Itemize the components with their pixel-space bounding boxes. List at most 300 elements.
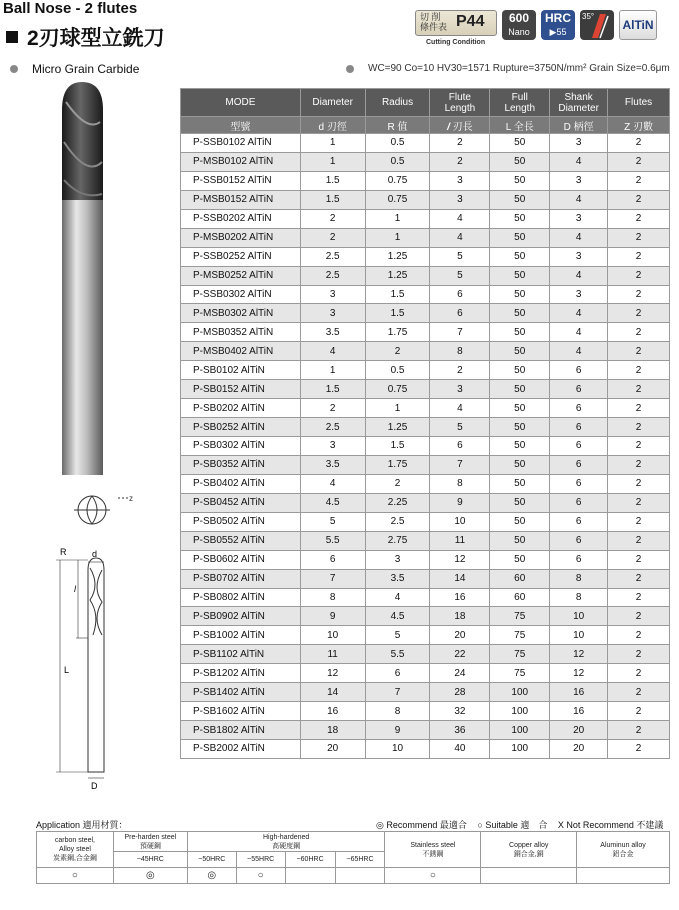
col-header: Diameter bbox=[300, 89, 365, 117]
nano-grain-badge bbox=[502, 10, 536, 40]
table-cell: 16 bbox=[430, 588, 490, 607]
table-cell: 2 bbox=[608, 683, 670, 702]
table-row bbox=[181, 607, 670, 626]
app-sub-hrc: ~65HRC bbox=[335, 852, 385, 868]
table-cell: 1.5 bbox=[365, 437, 430, 456]
table-cell: 2 bbox=[608, 437, 670, 456]
table-cell: 50 bbox=[490, 380, 550, 399]
table-cell: 100 bbox=[490, 740, 550, 759]
table-row bbox=[181, 455, 670, 474]
helix-angle-badge bbox=[580, 10, 614, 40]
table-cell: 6 bbox=[550, 361, 608, 380]
table-cell: 7 bbox=[430, 455, 490, 474]
table-cell: 50 bbox=[490, 304, 550, 323]
table-row bbox=[181, 190, 670, 209]
nano-badge-top: 600 bbox=[508, 11, 530, 25]
table-cell: 6 bbox=[550, 493, 608, 512]
table-cell: 1 bbox=[365, 399, 430, 418]
table-cell: 75 bbox=[490, 626, 550, 645]
table-row bbox=[181, 247, 670, 266]
model-cell: P-SB0902 AlTiN bbox=[181, 607, 301, 626]
table-cell: 5 bbox=[430, 418, 490, 437]
table-cell: 1 bbox=[365, 228, 430, 247]
table-cell: 75 bbox=[490, 664, 550, 683]
table-row bbox=[181, 228, 670, 247]
table-cell: 12 bbox=[550, 664, 608, 683]
app-col-aluminum: Aluminun alloy 鋁合金 bbox=[577, 832, 670, 868]
app-sub-hrc: ~60HRC bbox=[285, 852, 335, 868]
model-cell: P-SB1102 AlTiN bbox=[181, 645, 301, 664]
legend-suitable: ○ Suitable 適 合 bbox=[477, 820, 548, 830]
table-cell: 1.5 bbox=[300, 190, 365, 209]
table-row bbox=[181, 380, 670, 399]
table-cell: 2 bbox=[608, 721, 670, 740]
table-cell: 20 bbox=[430, 626, 490, 645]
table-cell: 0.5 bbox=[365, 134, 430, 153]
table-cell: 60 bbox=[490, 588, 550, 607]
table-row bbox=[181, 342, 670, 361]
model-cell: P-SB0452 AlTiN bbox=[181, 493, 301, 512]
model-cell: P-SB0152 AlTiN bbox=[181, 380, 301, 399]
table-row bbox=[181, 721, 670, 740]
table-cell: 9 bbox=[365, 721, 430, 740]
legend-not-recommend: X Not Recommend 不建議 bbox=[557, 820, 664, 830]
label-l: l bbox=[74, 584, 76, 594]
table-cell: 50 bbox=[490, 399, 550, 418]
material-line bbox=[10, 62, 139, 76]
model-cell: P-SB0352 AlTiN bbox=[181, 455, 301, 474]
tool-photo bbox=[52, 82, 112, 477]
table-cell: 1.25 bbox=[365, 418, 430, 437]
table-cell: 8 bbox=[365, 702, 430, 721]
table-cell: 2 bbox=[608, 209, 670, 228]
col-header: Radius bbox=[365, 89, 430, 117]
table-cell: 2.25 bbox=[365, 493, 430, 512]
table-cell: 9 bbox=[300, 607, 365, 626]
model-cell: P-SSB0252 AlTiN bbox=[181, 247, 301, 266]
table-cell: 20 bbox=[300, 740, 365, 759]
table-cell: 20 bbox=[550, 721, 608, 740]
table-cell: 2 bbox=[608, 512, 670, 531]
header-row-zh bbox=[181, 117, 670, 134]
app-sub-hrc: ~55HRC bbox=[236, 852, 285, 868]
model-cell: P-SB0302 AlTiN bbox=[181, 437, 301, 456]
table-cell: 6 bbox=[365, 664, 430, 683]
model-cell: P-SSB0302 AlTiN bbox=[181, 285, 301, 304]
table-cell: 60 bbox=[490, 569, 550, 588]
col-header: MODE bbox=[181, 89, 301, 117]
table-cell: 50 bbox=[490, 550, 550, 569]
table-cell: 4 bbox=[550, 266, 608, 285]
table-cell: 50 bbox=[490, 323, 550, 342]
table-cell: 4 bbox=[430, 209, 490, 228]
table-cell: 5 bbox=[430, 266, 490, 285]
table-cell: 6 bbox=[550, 531, 608, 550]
table-row bbox=[181, 418, 670, 437]
table-cell: 50 bbox=[490, 228, 550, 247]
table-row bbox=[181, 209, 670, 228]
table-cell: 2 bbox=[608, 304, 670, 323]
table-cell: 1.5 bbox=[365, 304, 430, 323]
table-cell: 12 bbox=[430, 550, 490, 569]
app-symbol bbox=[335, 868, 385, 884]
col-header-zh bbox=[430, 117, 490, 134]
table-cell: 4 bbox=[300, 474, 365, 493]
table-cell: 50 bbox=[490, 361, 550, 380]
table-cell: 0.75 bbox=[365, 190, 430, 209]
model-cell: P-SB0602 AlTiN bbox=[181, 550, 301, 569]
table-cell: 6 bbox=[550, 380, 608, 399]
table-cell: 10 bbox=[365, 740, 430, 759]
table-row bbox=[181, 152, 670, 171]
hrc-badge-bottom: ▶55 bbox=[549, 27, 567, 37]
table-row bbox=[181, 323, 670, 342]
table-cell: 0.75 bbox=[365, 380, 430, 399]
table-cell: 6 bbox=[430, 437, 490, 456]
model-cell: P-MSB0202 AlTiN bbox=[181, 228, 301, 247]
table-cell: 1 bbox=[365, 209, 430, 228]
table-cell: 2 bbox=[365, 474, 430, 493]
table-cell: 2 bbox=[608, 399, 670, 418]
table-cell: 2 bbox=[608, 740, 670, 759]
table-cell: 2 bbox=[608, 323, 670, 342]
table-cell: 100 bbox=[490, 721, 550, 740]
title-zh bbox=[6, 22, 165, 52]
table-cell: 2 bbox=[300, 399, 365, 418]
table-cell: 2 bbox=[608, 285, 670, 304]
table-cell: 16 bbox=[550, 683, 608, 702]
table-cell: 22 bbox=[430, 645, 490, 664]
table-cell: 2 bbox=[608, 380, 670, 399]
table-cell: 1.5 bbox=[300, 380, 365, 399]
table-cell: 3 bbox=[550, 171, 608, 190]
table-cell: 4 bbox=[300, 342, 365, 361]
model-cell: P-SB0252 AlTiN bbox=[181, 418, 301, 437]
title-zh-text: 2刃球型立銑刀 bbox=[27, 27, 165, 50]
app-col-carbon: carbon steel, Alloy steel 炭素鋼,合金鋼 bbox=[37, 832, 114, 868]
model-cell: P-SB0552 AlTiN bbox=[181, 531, 301, 550]
cutting-condition-zh: 切 削 條件表 bbox=[420, 12, 448, 32]
table-cell: 3 bbox=[550, 209, 608, 228]
model-cell: P-MSB0102 AlTiN bbox=[181, 152, 301, 171]
model-cell: P-SB0702 AlTiN bbox=[181, 569, 301, 588]
table-cell: 6 bbox=[300, 550, 365, 569]
table-cell: 2.75 bbox=[365, 531, 430, 550]
table-cell: 2 bbox=[608, 455, 670, 474]
table-cell: 1 bbox=[300, 134, 365, 153]
table-cell: 4.5 bbox=[365, 607, 430, 626]
table-cell: 2 bbox=[608, 418, 670, 437]
table-cell: 28 bbox=[430, 683, 490, 702]
application-label: Application 適用材質： bbox=[36, 820, 128, 830]
material-text: Micro Grain Carbide bbox=[32, 62, 140, 76]
table-cell: 2 bbox=[608, 266, 670, 285]
table-cell: 10 bbox=[300, 626, 365, 645]
table-row bbox=[181, 664, 670, 683]
bullet-icon bbox=[346, 65, 354, 73]
cutting-condition-badge[interactable] bbox=[415, 10, 497, 46]
table-cell: 1.75 bbox=[365, 455, 430, 474]
model-cell: P-MSB0402 AlTiN bbox=[181, 342, 301, 361]
table-cell: 4 bbox=[550, 323, 608, 342]
table-cell: 2 bbox=[608, 493, 670, 512]
model-cell: P-SB0202 AlTiN bbox=[181, 399, 301, 418]
table-cell: 2 bbox=[300, 209, 365, 228]
square-bullet-icon bbox=[6, 31, 18, 43]
table-cell: 2 bbox=[608, 626, 670, 645]
side-view-drawing bbox=[48, 540, 128, 795]
table-cell: 4 bbox=[550, 190, 608, 209]
application-legend bbox=[376, 818, 671, 831]
table-cell: 6 bbox=[430, 304, 490, 323]
table-cell: 2 bbox=[365, 342, 430, 361]
table-cell: 10 bbox=[550, 626, 608, 645]
flute-length-icon: / bbox=[447, 121, 450, 133]
hrc-badge-top: HRC bbox=[545, 11, 571, 25]
table-cell: 3.5 bbox=[300, 455, 365, 474]
table-cell: 7 bbox=[300, 569, 365, 588]
table-cell: 50 bbox=[490, 474, 550, 493]
table-row bbox=[181, 569, 670, 588]
app-symbol bbox=[481, 868, 577, 884]
table-cell: 2 bbox=[608, 134, 670, 153]
app-symbol: ○ bbox=[37, 868, 114, 884]
table-cell: 1.5 bbox=[365, 285, 430, 304]
table-cell: 2 bbox=[300, 228, 365, 247]
table-cell: 12 bbox=[300, 664, 365, 683]
table-cell: 40 bbox=[430, 740, 490, 759]
table-cell: 2.5 bbox=[365, 512, 430, 531]
col-header: Full Length bbox=[490, 89, 550, 117]
table-cell: 9 bbox=[430, 493, 490, 512]
table-cell: 4 bbox=[550, 152, 608, 171]
model-cell: P-MSB0152 AlTiN bbox=[181, 190, 301, 209]
cutting-condition-en: Cutting Condition bbox=[426, 39, 486, 46]
table-cell: 2 bbox=[430, 152, 490, 171]
table-cell: 36 bbox=[430, 721, 490, 740]
table-cell: 3 bbox=[365, 550, 430, 569]
table-cell: 5 bbox=[300, 512, 365, 531]
col-header-zh: L 全長 bbox=[490, 117, 550, 134]
table-cell: 1 bbox=[300, 361, 365, 380]
table-cell: 3.5 bbox=[300, 323, 365, 342]
coating-badge: AlTiN bbox=[619, 10, 657, 40]
end-view-drawing bbox=[68, 485, 138, 535]
table-cell: 3 bbox=[300, 437, 365, 456]
table-cell: 1.5 bbox=[300, 171, 365, 190]
table-cell: 2.5 bbox=[300, 247, 365, 266]
table-cell: 75 bbox=[490, 607, 550, 626]
table-cell: 4 bbox=[550, 228, 608, 247]
app-symbol: ○ bbox=[385, 868, 481, 884]
col-header-zh: d 刃徑 bbox=[300, 117, 365, 134]
feature-badges bbox=[415, 10, 657, 44]
table-cell: 2.5 bbox=[300, 266, 365, 285]
table-cell: 3 bbox=[300, 285, 365, 304]
table-cell: 1.25 bbox=[365, 247, 430, 266]
table-cell: 7 bbox=[365, 683, 430, 702]
table-cell: 3 bbox=[430, 380, 490, 399]
table-cell: 100 bbox=[490, 702, 550, 721]
model-cell: P-SB0502 AlTiN bbox=[181, 512, 301, 531]
table-cell: 3 bbox=[550, 285, 608, 304]
label-R: R bbox=[60, 547, 67, 557]
col-header-zh: R 值 bbox=[365, 117, 430, 134]
table-cell: 16 bbox=[300, 702, 365, 721]
table-cell: 2 bbox=[608, 607, 670, 626]
app-col-stainless: Stainless steel 不銹鋼 bbox=[385, 832, 481, 868]
table-cell: 50 bbox=[490, 342, 550, 361]
table-cell: 8 bbox=[550, 569, 608, 588]
col-header: Flute Length bbox=[430, 89, 490, 117]
cutting-condition-code: P44 bbox=[456, 13, 485, 30]
table-cell: 2 bbox=[608, 569, 670, 588]
table-cell: 4 bbox=[365, 588, 430, 607]
table-cell: 4 bbox=[430, 399, 490, 418]
table-cell: 6 bbox=[550, 512, 608, 531]
table-cell: 3 bbox=[430, 171, 490, 190]
app-sub-45hrc: ~45HRC bbox=[113, 852, 187, 868]
model-cell: P-SSB0152 AlTiN bbox=[181, 171, 301, 190]
table-row bbox=[181, 266, 670, 285]
model-cell: P-SB1802 AlTiN bbox=[181, 721, 301, 740]
table-cell: 2 bbox=[430, 361, 490, 380]
table-cell: 2 bbox=[608, 702, 670, 721]
helix-angle-text: 35° bbox=[582, 12, 595, 21]
application-table bbox=[36, 831, 670, 884]
table-cell: 18 bbox=[300, 721, 365, 740]
table-cell: 7 bbox=[430, 323, 490, 342]
table-cell: 6 bbox=[550, 550, 608, 569]
table-cell: 50 bbox=[490, 247, 550, 266]
table-cell: 50 bbox=[490, 152, 550, 171]
model-cell: P-SB0402 AlTiN bbox=[181, 474, 301, 493]
tool-flutes bbox=[62, 82, 103, 200]
table-cell: 2 bbox=[608, 531, 670, 550]
axis-label: z bbox=[129, 494, 133, 503]
table-cell: 3 bbox=[300, 304, 365, 323]
table-row bbox=[181, 626, 670, 645]
hrc-badge bbox=[541, 10, 575, 40]
model-cell: P-SB1602 AlTiN bbox=[181, 702, 301, 721]
table-cell: 2 bbox=[608, 664, 670, 683]
table-cell: 100 bbox=[490, 683, 550, 702]
table-cell: 11 bbox=[300, 645, 365, 664]
col-header: Shank Diameter bbox=[550, 89, 608, 117]
app-symbol-row bbox=[37, 868, 670, 884]
table-cell: 4 bbox=[430, 228, 490, 247]
table-row bbox=[181, 134, 670, 153]
table-row bbox=[181, 304, 670, 323]
table-cell: 2.5 bbox=[300, 418, 365, 437]
table-cell: 4 bbox=[550, 342, 608, 361]
spec-line bbox=[346, 63, 670, 74]
col-header: Flutes bbox=[608, 89, 670, 117]
col-header-zh: Z 刃數 bbox=[608, 117, 670, 134]
model-cell: P-SB0102 AlTiN bbox=[181, 361, 301, 380]
table-row bbox=[181, 702, 670, 721]
table-cell: 2 bbox=[608, 645, 670, 664]
model-cell: P-SSB0202 AlTiN bbox=[181, 209, 301, 228]
table-row bbox=[181, 493, 670, 512]
table-row bbox=[181, 171, 670, 190]
table-cell: 6 bbox=[550, 437, 608, 456]
table-cell: 50 bbox=[490, 209, 550, 228]
table-cell: 2 bbox=[608, 171, 670, 190]
col-header-zh-text: 刃長 bbox=[452, 121, 473, 133]
app-symbol: ◎ bbox=[187, 868, 236, 884]
table-cell: 50 bbox=[490, 190, 550, 209]
model-cell: P-MSB0302 AlTiN bbox=[181, 304, 301, 323]
table-row bbox=[181, 645, 670, 664]
table-cell: 2 bbox=[608, 190, 670, 209]
table-cell: 6 bbox=[550, 418, 608, 437]
table-row bbox=[181, 399, 670, 418]
table-cell: 2 bbox=[608, 474, 670, 493]
model-cell: P-SB2002 AlTiN bbox=[181, 740, 301, 759]
table-cell: 50 bbox=[490, 134, 550, 153]
table-cell: 2 bbox=[608, 152, 670, 171]
table-cell: 2 bbox=[608, 342, 670, 361]
table-row bbox=[181, 588, 670, 607]
table-row bbox=[181, 740, 670, 759]
app-col-high-hardened: High-hardened 高硬度鋼 bbox=[187, 832, 385, 852]
table-row bbox=[181, 550, 670, 569]
model-cell: P-MSB0252 AlTiN bbox=[181, 266, 301, 285]
table-row bbox=[181, 437, 670, 456]
table-cell: 24 bbox=[430, 664, 490, 683]
table-cell: 50 bbox=[490, 437, 550, 456]
label-D: D bbox=[91, 781, 98, 791]
model-cell: P-SB1202 AlTiN bbox=[181, 664, 301, 683]
table-cell: 10 bbox=[430, 512, 490, 531]
app-symbol bbox=[285, 868, 335, 884]
table-row bbox=[181, 683, 670, 702]
table-cell: 4 bbox=[550, 304, 608, 323]
table-cell: 5 bbox=[365, 626, 430, 645]
table-cell: 6 bbox=[550, 455, 608, 474]
table-cell: 2 bbox=[608, 228, 670, 247]
table-cell: 2 bbox=[608, 247, 670, 266]
table-cell: 12 bbox=[550, 645, 608, 664]
table-cell: 5.5 bbox=[365, 645, 430, 664]
table-cell: 14 bbox=[430, 569, 490, 588]
table-cell: 18 bbox=[430, 607, 490, 626]
table-cell: 2 bbox=[608, 550, 670, 569]
label-L: L bbox=[64, 665, 70, 675]
legend-recommend: ◎ Recommend 最適合 bbox=[376, 820, 467, 830]
table-cell: 3 bbox=[550, 247, 608, 266]
table-cell: 50 bbox=[490, 285, 550, 304]
table-cell: 3 bbox=[550, 134, 608, 153]
table-row bbox=[181, 474, 670, 493]
model-cell: P-SB1402 AlTiN bbox=[181, 683, 301, 702]
app-sub-hrc: ~50HRC bbox=[187, 852, 236, 868]
table-cell: 50 bbox=[490, 531, 550, 550]
table-cell: 20 bbox=[550, 740, 608, 759]
table-cell: 50 bbox=[490, 418, 550, 437]
table-cell: 32 bbox=[430, 702, 490, 721]
table-cell: 0.5 bbox=[365, 152, 430, 171]
spec-table bbox=[180, 88, 670, 759]
app-col-preharden: Pre-harden steel 預硬鋼 bbox=[113, 832, 187, 852]
table-cell: 8 bbox=[550, 588, 608, 607]
table-cell: 5.5 bbox=[300, 531, 365, 550]
bullet-icon bbox=[10, 65, 18, 73]
model-cell: P-SSB0102 AlTiN bbox=[181, 134, 301, 153]
header-row-en bbox=[181, 89, 670, 117]
label-d: d bbox=[92, 549, 98, 559]
